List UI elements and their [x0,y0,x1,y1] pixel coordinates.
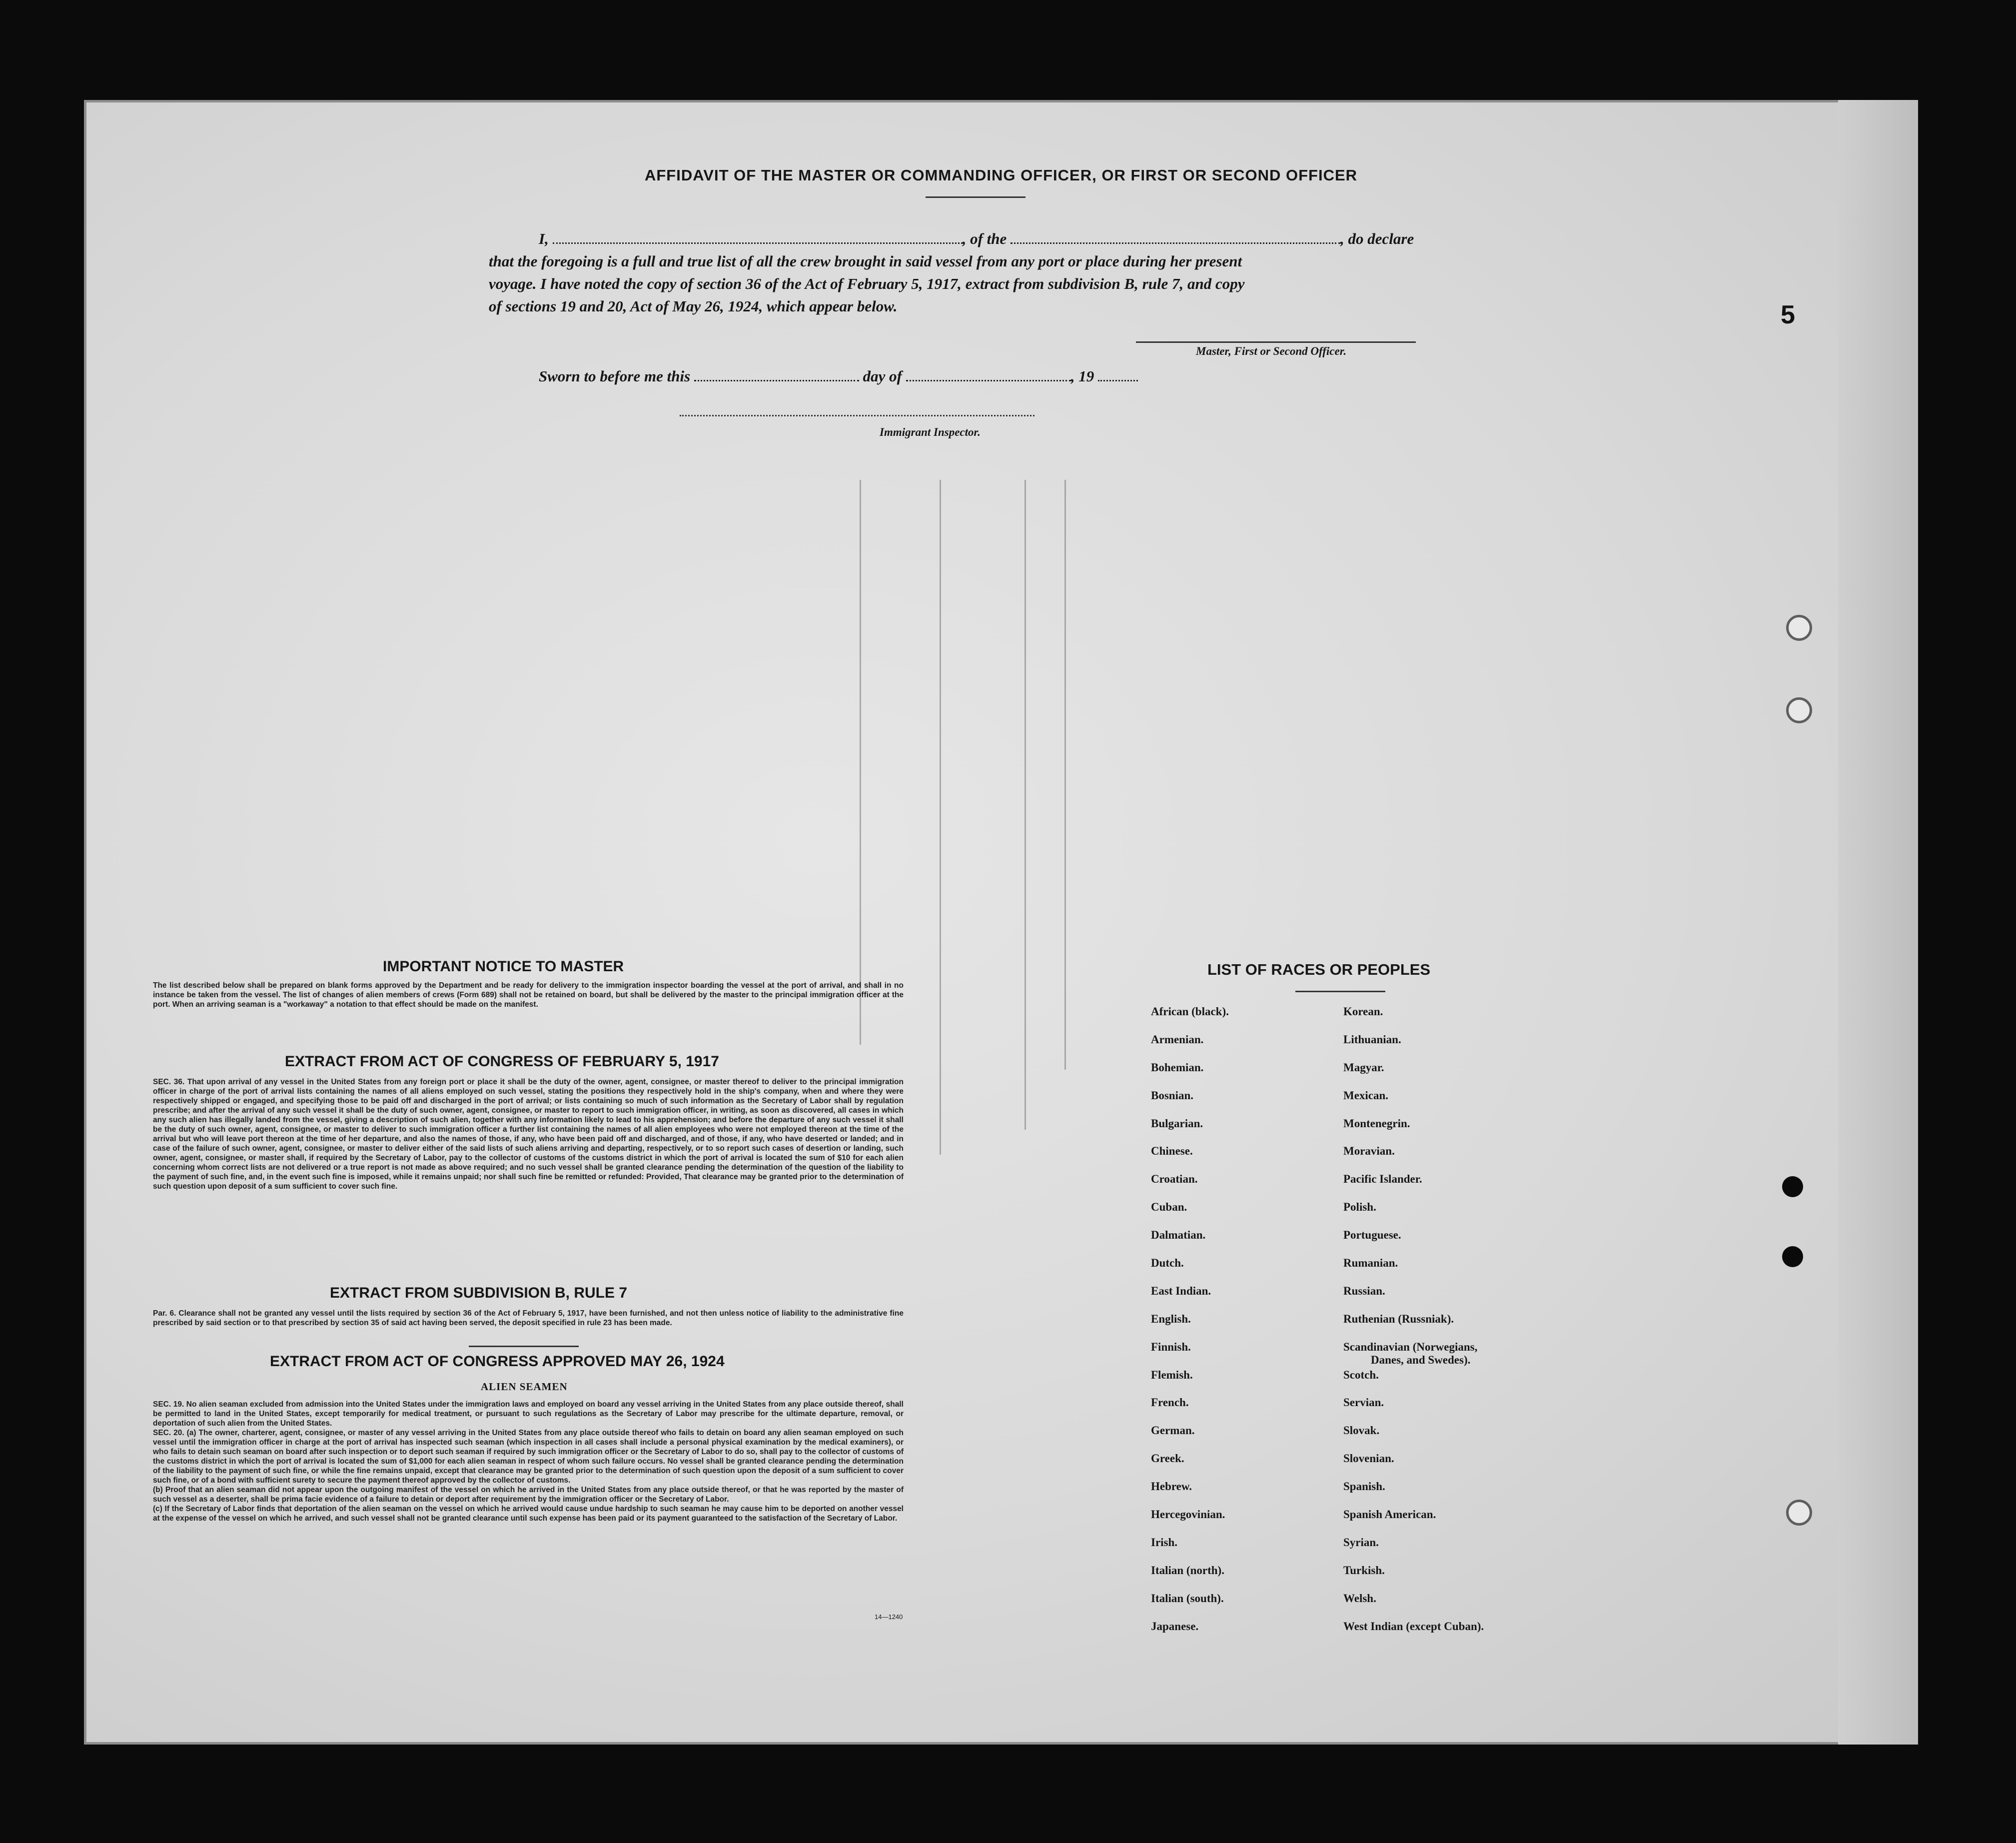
sworn-year-blank[interactable] [1098,367,1138,381]
sworn-text: Sworn to before me this [539,367,691,385]
race-item: Russian. [1343,1284,1385,1297]
race-item: Spanish American. [1343,1508,1436,1521]
race-item: Finnish. [1151,1340,1191,1353]
bleed-through-rule [1024,480,1026,1130]
affidavit-line-1 [539,227,1414,250]
alien-seamen-subtitle: ALIEN SEAMEN [481,1381,568,1393]
race-item: Rumanian. [1343,1257,1398,1270]
vessel-blank[interactable] [1010,229,1340,244]
bleed-through-rule [940,480,941,1155]
race-item: Syrian. [1343,1536,1379,1549]
extract-1924-title: EXTRACT FROM ACT OF CONGRESS APPROVED MAY 26, 1924 [270,1353,725,1370]
race-item: Hebrew. [1151,1480,1192,1493]
inspector-caption: Immigrant Inspector. [880,426,981,438]
race-item: Bohemian. [1151,1061,1204,1074]
section-20a-paragraph: SEC. 20. (a) The owner, charterer, agent, consignee, or master of any vessel arriving in the United States from any place outside thereof who fails to detain on board any alien seaman employed on such vessel until the immigration officer in charge at the port of arrival has inspected such seaman (which inspection in all cases shall include a personal physical examination by the medical examiners), or who fails to detain such seaman on board after such inspection or to deport such seaman if required by such immigration officer or the Secretary of Labor to do so, shall pay to the collector of customs of the customs district in which the port of arrival is located the sum of $1,000 for each alien seaman in respect of whom such failure occurs. No vessel shall be granted clearance pending the determination of the liability to the payment of such fine, or while the fine remains unpaid, except that clearance may be granted prior to the determination of such question upon the deposit of a sum sufficient to cover such fine, or of a bond with sufficient surety to secure the payment thereof approved by the collector of customs. [153,1429,904,1485]
race-item: German. [1151,1424,1195,1437]
race-item: French. [1151,1396,1189,1409]
race-item: Flemish. [1151,1368,1193,1381]
sworn-year: , 19 [1070,367,1094,385]
section-divider [469,1346,579,1347]
race-item: Cuban. [1151,1201,1187,1214]
affidavit-line-4: of sections 19 and 20, Act of May 26, 1924, which appear below. [489,297,898,315]
master-caption: Master, First or Second Officer. [1196,345,1347,357]
affidavit-declare: , do declare [1340,230,1414,247]
extract-1917-body [153,1077,904,1191]
race-item: Portuguese. [1343,1229,1401,1242]
races-column-2 [1343,1005,1484,1647]
page-edge-strip [1838,100,1918,1745]
race-item: Magyar. [1343,1061,1384,1074]
race-item: Scandinavian (Norwegians, [1343,1340,1478,1353]
rule-7-paragraph: Par. 6. Clearance shall not be granted any vessel until the lists required by section 36 of the Act of February 5, 1917, have been furnished, and not then unless notice of liability to the administrative fine prescribed by said section or to that prescribed by section 35 of said act having been served, the deposit specified in rule 23 has been made. [153,1309,904,1327]
race-item: Turkish. [1343,1564,1385,1577]
affidavit-i: I, [539,230,549,247]
manifest-page [84,100,1918,1745]
races-title: LIST OF RACES OR PEOPLES [1207,961,1431,978]
punch-hole [1786,1500,1812,1526]
master-signature-line[interactable] [1136,341,1416,343]
race-item: Hercegovinian. [1151,1508,1225,1521]
race-item: West Indian (except Cuban). [1343,1620,1484,1633]
sworn-line [539,365,1288,387]
sworn-day-blank[interactable] [694,367,859,381]
race-item: Spanish. [1343,1480,1385,1493]
race-item: Dutch. [1151,1257,1184,1270]
races-title-underline [1295,991,1385,992]
race-item: Moravian. [1343,1145,1395,1158]
race-item: Irish. [1151,1536,1178,1549]
notice-title: IMPORTANT NOTICE TO MASTER [383,958,624,975]
inspector-signature-line[interactable] [680,415,1034,417]
races-scandinavian-continuation [1371,1354,1470,1367]
race-item: East Indian. [1151,1284,1211,1297]
race-item: Chinese. [1151,1145,1193,1158]
race-item: Mexican. [1343,1089,1389,1102]
race-item: Bulgarian. [1151,1117,1203,1130]
notice-body [153,981,904,1009]
race-item: Bosnian. [1151,1089,1194,1102]
race-item: Armenian. [1151,1033,1204,1046]
punch-hole [1782,1246,1803,1267]
affidavit-title: AFFIDAVIT OF THE MASTER OR COMMANDING OFFICER, OR FIRST OR SECOND OFFICER [644,166,1358,184]
race-item: Italian (north). [1151,1564,1224,1577]
extract-1924-body [153,1400,904,1523]
race-item: Ruthenian (Russniak). [1343,1312,1454,1325]
section-20c-paragraph: (c) If the Secretary of Labor finds that deportation of the alien seaman on the vessel on which he arrived would cause undue hardship to such seaman he may cause him to be deported on another vessel at the expense of the vessel on which he arrived, and such vessel shall not be granted clearance until such expense has been paid or its payment guaranteed to the satisfaction of the Secretary of Labor. [153,1505,904,1523]
race-item: Lithuanian. [1343,1033,1401,1046]
affidavit-line-2: that the foregoing is a full and true list of all the crew brought in said vessel from any port or place during her present [489,252,1242,270]
extract-1917-title: EXTRACT FROM ACT OF CONGRESS OF FEBRUARY 5, 1917 [285,1053,719,1070]
race-item: Dalmatian. [1151,1229,1206,1242]
race-item: Italian (south). [1151,1592,1224,1605]
bleed-through-rule [860,480,861,1045]
sworn-month-blank[interactable] [906,367,1071,381]
race-item: Croatian. [1151,1173,1198,1186]
race-scandinavian-cont: Danes, and Swedes). [1371,1354,1471,1366]
affidavit-line-3: voyage. I have noted the copy of section 36 of the Act of February 5, 1917, extract from subdivision B, rule 7, and copy [489,275,1245,292]
name-blank[interactable] [553,229,963,244]
race-item: Montenegrin. [1343,1117,1410,1130]
race-item: Pacific Islander. [1343,1173,1422,1186]
race-item: Greek. [1151,1452,1184,1465]
affidavit-of-the: , of the [962,230,1007,247]
race-item: Scotch. [1343,1368,1379,1381]
rule-7-body [153,1309,904,1328]
section-36-paragraph: SEC. 36. That upon arrival of any vessel in the United States from any foreign port or place it shall be the duty of the owner, agent, consignee, or master thereof to deliver to the principal immigration officer in charge of the port of arrival lists containing the names of all aliens employed on such vessel, stating the positions they respectively hold in the ship's company, when and where they were respectively shipped or engaged, and specifying those to be paid off and discharged in the port of arrival; or lists containing so much of such information as the Secretary of Labor shall by regulation prescribe; and after the arrival of any such vessel it shall be the duty of such owner, agent, consignee, or master to report to such immigration officer, in writing, as soon as discovered, all cases in which any such alien has illegally landed from the vessel, giving a description of such alien, together with any information likely to lead to his apprehension; and before the departure of any such vessel it shall be the duty of such owner, agent, consignee, or master to deliver to such immigration officer a further list containing the names of all alien employees who were not employed thereon at the time of the arrival but who will leave port thereon at the time of her departure, and also the names of those, if any, who have been paid off and discharged, and of those, if any, who have deserted or landed; and in case of the failure of such owner, agent, consignee, or master to deliver either of the said lists of such aliens arriving and departing, respectively, or to so report such cases of desertion or landing, such owner, agent, consignee, or master shall, if required by the Secretary of Labor, pay to the collector of customs of the customs district in which the port of arrival is located the sum of $10 for each alien concerning whom correct lists are not delivered or a true report is not made as above required; and no such vessel shall be granted clearance pending the determination of the question of the liability to the payment of such fine, and, in the event such fine is imposed, while it remains unpaid; nor shall such fine be remitted or refunded: Provided, That clearance may be granted prior to the determination of such question upon deposit of a sum sufficient to cover such fine. [153,1078,904,1191]
race-item: English. [1151,1312,1191,1325]
bleed-through-rule [1064,480,1066,1070]
title-underline [926,196,1025,198]
punch-hole [1786,615,1812,641]
race-item: Slovenian. [1343,1452,1394,1465]
race-item: Korean. [1343,1005,1383,1018]
rule-7-title: EXTRACT FROM SUBDIVISION B, RULE 7 [330,1285,628,1301]
race-item: Servian. [1343,1396,1384,1409]
race-item: Polish. [1343,1201,1376,1214]
section-20b-paragraph: (b) Proof that an alien seaman did not appear upon the outgoing manifest of the vessel on which he arrived in the United States from any place outside thereof, or that he was reported by the master of such vessel as a deserter, shall be prima facie evidence of a failure to detain or deport after requirement by the immigration officer or the Secretary of Labor. [153,1486,904,1504]
race-item: Welsh. [1343,1592,1376,1605]
notice-paragraph: The list described below shall be prepared on blank forms approved by the Department and be ready for delivery to the immigration inspector boarding the vessel at the port of arrival, and shall in no instance be taken from the vessel. The list of changes of alien members of crews (Form 689) shall not be retained on board, but shall be delivered by the master to the principal immigration officer at the port. When an arriving seaman is a "workaway" a notation to that effect should be made on the manifest. [153,981,904,1009]
section-19-paragraph: SEC. 19. No alien seaman excluded from admission into the United States under the immigration laws and employed on board any vessel arriving in the United States from any place outside thereof, shall be permitted to land in the United States, except temporarily for medical treatment, or pursuant to such regulations as the Secretary of Labor may prescribe for the ultimate departure, removal, or deportation of such alien from the United States. [153,1400,904,1428]
races-column-1 [1151,1005,1229,1647]
punch-hole [1786,697,1812,723]
race-item: Japanese. [1151,1620,1199,1633]
right-edge-annotation: 5 [1781,300,1795,329]
race-item: Slovak. [1343,1424,1380,1437]
race-item: African (black). [1151,1005,1229,1018]
sworn-day-of: day of [863,367,902,385]
form-number: 14—1240 [875,1613,903,1621]
punch-hole [1782,1176,1803,1197]
